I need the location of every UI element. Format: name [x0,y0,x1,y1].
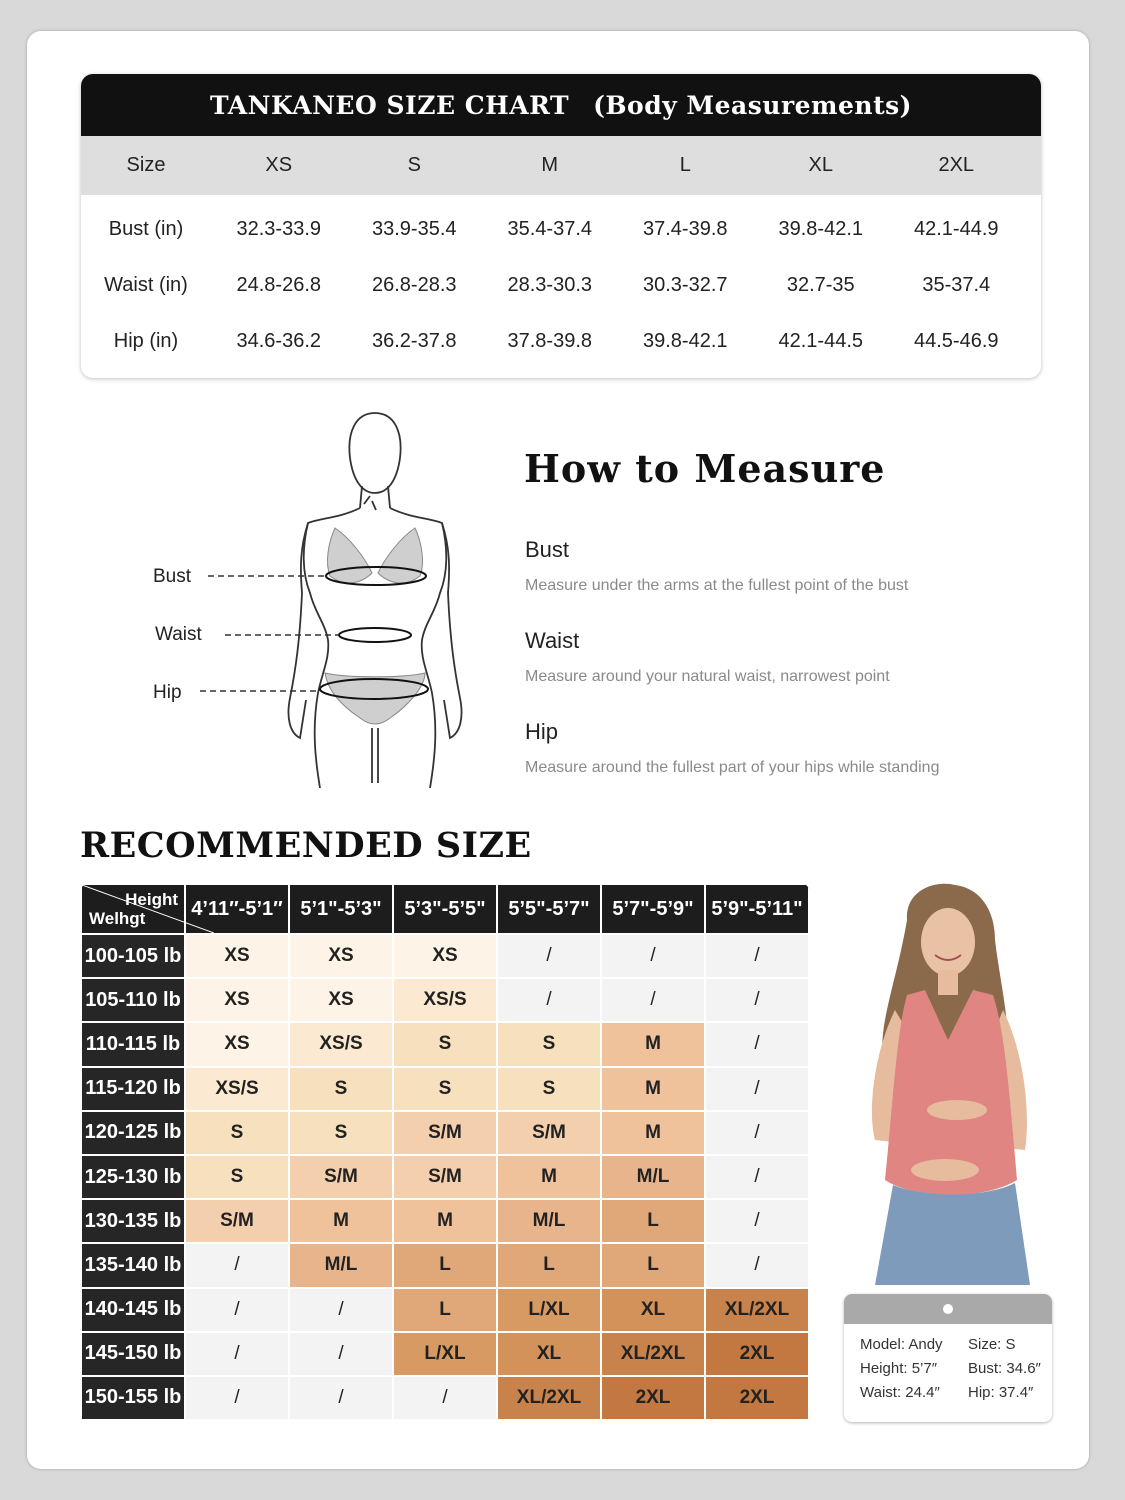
measure-item-desc: Measure around the fullest part of your hips while standing [525,759,940,776]
recommended-size-table [80,883,810,1423]
size-cell: XL [601,1288,705,1332]
size-cell: S/M [289,1155,393,1199]
size-cell: S/M [393,1155,497,1199]
table-row [81,1243,809,1287]
weight-label: 110-115 lb [81,1022,185,1066]
row-label: Hip (in) [113,329,179,352]
size-cell: S [393,1022,497,1066]
header-cell: S [407,154,421,176]
table-cell: 37.4-39.8 [642,217,728,240]
table-cell: 26.8-28.3 [371,273,457,296]
measure-item-waist [525,628,890,686]
recommended-size-title: RECOMMENDED SIZE [80,825,532,866]
table-cell: 35.4-37.4 [507,217,592,240]
body-measurement-figure [150,408,470,788]
header-cell: 2XL [938,154,975,176]
size-cell: XL [497,1332,601,1376]
table-row [81,1332,809,1376]
table-cell: 37.8-39.8 [507,329,592,352]
size-cell: XL/2XL [601,1332,705,1376]
weight-label: 145-150 lb [81,1332,185,1376]
size-cell: XS [393,934,497,978]
height-header: 5’9"-5’11" [705,884,809,934]
header-cell: L [679,154,691,176]
size-cell: S [497,1022,601,1066]
size-chart-title-text: TANKANEO SIZE CHART [209,90,570,120]
model-photo [845,880,1055,1285]
corner-weight-label: Welhgt [89,909,146,928]
table-row [81,1022,809,1066]
size-cell: XS [289,978,393,1022]
row-label: Waist (in) [104,273,188,296]
table-cell: 32.3-33.9 [236,217,321,240]
size-cell: S [185,1155,289,1199]
size-cell: L/XL [393,1332,497,1376]
size-cell: / [185,1288,289,1332]
size-chart-title [81,74,1041,136]
size-cell: / [705,1199,809,1243]
table-cell: 39.8-42.1 [778,217,863,240]
table-cell: 32.7-35 [786,273,855,296]
size-cell: / [289,1288,393,1332]
table-cell: 44.5-46.9 [913,329,999,352]
measure-item-hip [525,719,939,777]
corner-height-label: Height [125,890,178,909]
height-header: 5’7"-5’9" [601,884,705,934]
size-cell: M [289,1199,393,1243]
figure-label-bust: Bust [153,566,192,587]
size-cell: XS/S [393,978,497,1022]
row-label: Bust (in) [108,217,184,240]
table-cell: 36.2-37.8 [371,329,457,352]
table-row [81,1199,809,1243]
weight-label: 135-140 lb [81,1243,185,1287]
table-cell: 30.3-32.7 [642,273,728,296]
how-to-measure-title: How to Measure [524,446,886,491]
measure-item-name: Hip [525,719,559,744]
measure-item-desc: Measure under the arms at the fullest point of the bust [525,577,909,594]
size-chart-row-waist [81,257,1041,313]
table-cell: 39.8-42.1 [642,329,728,352]
header-cell: Size [126,154,166,176]
size-cell: XS [185,1022,289,1066]
size-cell: / [289,1332,393,1376]
table-cell: 42.1-44.9 [913,217,999,240]
size-cell: M/L [289,1243,393,1287]
model-name: Model: Andy [860,1336,943,1353]
measure-item-name: Bust [525,537,570,562]
size-chart-row-bust [81,201,1041,257]
table-row [81,978,809,1022]
size-cell: / [497,934,601,978]
size-cell: XL/2XL [705,1288,809,1332]
model-info-header [844,1294,1052,1324]
dot-icon [943,1304,953,1314]
size-cell: M [601,1067,705,1111]
size-cell: L [393,1288,497,1332]
recommended-size-body [81,934,809,1420]
size-cell: M [393,1199,497,1243]
size-cell: / [705,1067,809,1111]
size-cell: / [705,1155,809,1199]
size-chart-header-row [81,136,1041,195]
size-cell: L [393,1243,497,1287]
size-cell: S [393,1067,497,1111]
size-cell: M/L [497,1199,601,1243]
size-cell: / [185,1243,289,1287]
table-cell: 35-37.4 [922,273,991,296]
header-cell: M [541,154,559,176]
size-cell: S/M [497,1111,601,1155]
size-cell: / [185,1376,289,1420]
size-cell: / [393,1376,497,1420]
table-row [81,934,809,978]
weight-label: 150-155 lb [81,1376,185,1420]
table-cell: 28.3-30.3 [507,273,592,296]
header-cell: XS [265,154,293,176]
size-cell: S [497,1067,601,1111]
table-row [81,1155,809,1199]
table-row [81,1288,809,1332]
size-cell: XS/S [185,1067,289,1111]
weight-label: 105-110 lb [81,978,185,1022]
weight-label: 125-130 lb [81,1155,185,1199]
size-cell: XS [185,934,289,978]
model-height: Height: 5’7″ [860,1360,938,1377]
size-cell: S/M [185,1199,289,1243]
table-row [81,1376,809,1420]
model-hip: Hip: 37.4″ [968,1384,1034,1401]
weight-label: 115-120 lb [81,1067,185,1111]
size-cell: M [497,1155,601,1199]
size-cell: S/M [393,1111,497,1155]
size-cell: M [601,1022,705,1066]
height-header: 5’3"-5’5" [393,884,497,934]
weight-label: 140-145 lb [81,1288,185,1332]
size-cell: / [601,934,705,978]
size-cell: L/XL [497,1288,601,1332]
table-cell: 42.1-44.5 [778,329,863,352]
size-cell: / [497,978,601,1022]
height-header: 5’5"-5’7" [497,884,601,934]
weight-label: 120-125 lb [81,1111,185,1155]
size-cell: / [705,934,809,978]
size-cell: / [601,978,705,1022]
size-chart-row-hip [81,313,1041,369]
size-cell: / [289,1376,393,1420]
size-cell: / [705,1243,809,1287]
size-cell: XS [289,934,393,978]
size-cell: 2XL [705,1332,809,1376]
size-cell: XS/S [289,1022,393,1066]
measure-item-bust [525,537,908,595]
figure-label-hip: Hip [153,682,182,703]
table-row [81,1111,809,1155]
measure-item-name: Waist [525,628,580,653]
size-cell: / [185,1332,289,1376]
size-cell: 2XL [705,1376,809,1420]
size-cell: / [705,978,809,1022]
model-size: Size: S [968,1336,1016,1353]
table-cell: 34.6-36.2 [236,329,321,352]
height-header: 5’1"-5’3" [289,884,393,934]
size-cell: M [601,1111,705,1155]
size-cell: 2XL [601,1376,705,1420]
weight-label: 130-135 lb [81,1199,185,1243]
size-cell: / [705,1111,809,1155]
size-cell: / [705,1022,809,1066]
size-cell: L [601,1199,705,1243]
table-cell: 24.8-26.8 [236,273,321,296]
table-row [81,1067,809,1111]
corner-header [81,884,185,934]
height-header: 4’11″-5’1″ [185,884,289,934]
figure-label-waist: Waist [155,624,202,645]
size-cell: XL/2XL [497,1376,601,1420]
table-cell: 33.9-35.4 [371,217,457,240]
size-cell: M/L [601,1155,705,1199]
size-cell: S [289,1111,393,1155]
model-info-card [844,1294,1052,1422]
model-waist: Waist: 24.4″ [860,1384,940,1401]
size-cell: L [497,1243,601,1287]
header-cell: XL [808,154,833,176]
measure-item-desc: Measure around your natural waist, narrowest point [525,668,890,685]
weight-label: 100-105 lb [81,934,185,978]
size-cell: L [601,1243,705,1287]
size-cell: XS [185,978,289,1022]
model-bust: Bust: 34.6″ [968,1360,1041,1377]
size-cell: S [289,1067,393,1111]
size-chart-subtitle: (Body Measurements) [593,90,913,120]
size-cell: S [185,1111,289,1155]
size-chart-table [81,74,1041,378]
